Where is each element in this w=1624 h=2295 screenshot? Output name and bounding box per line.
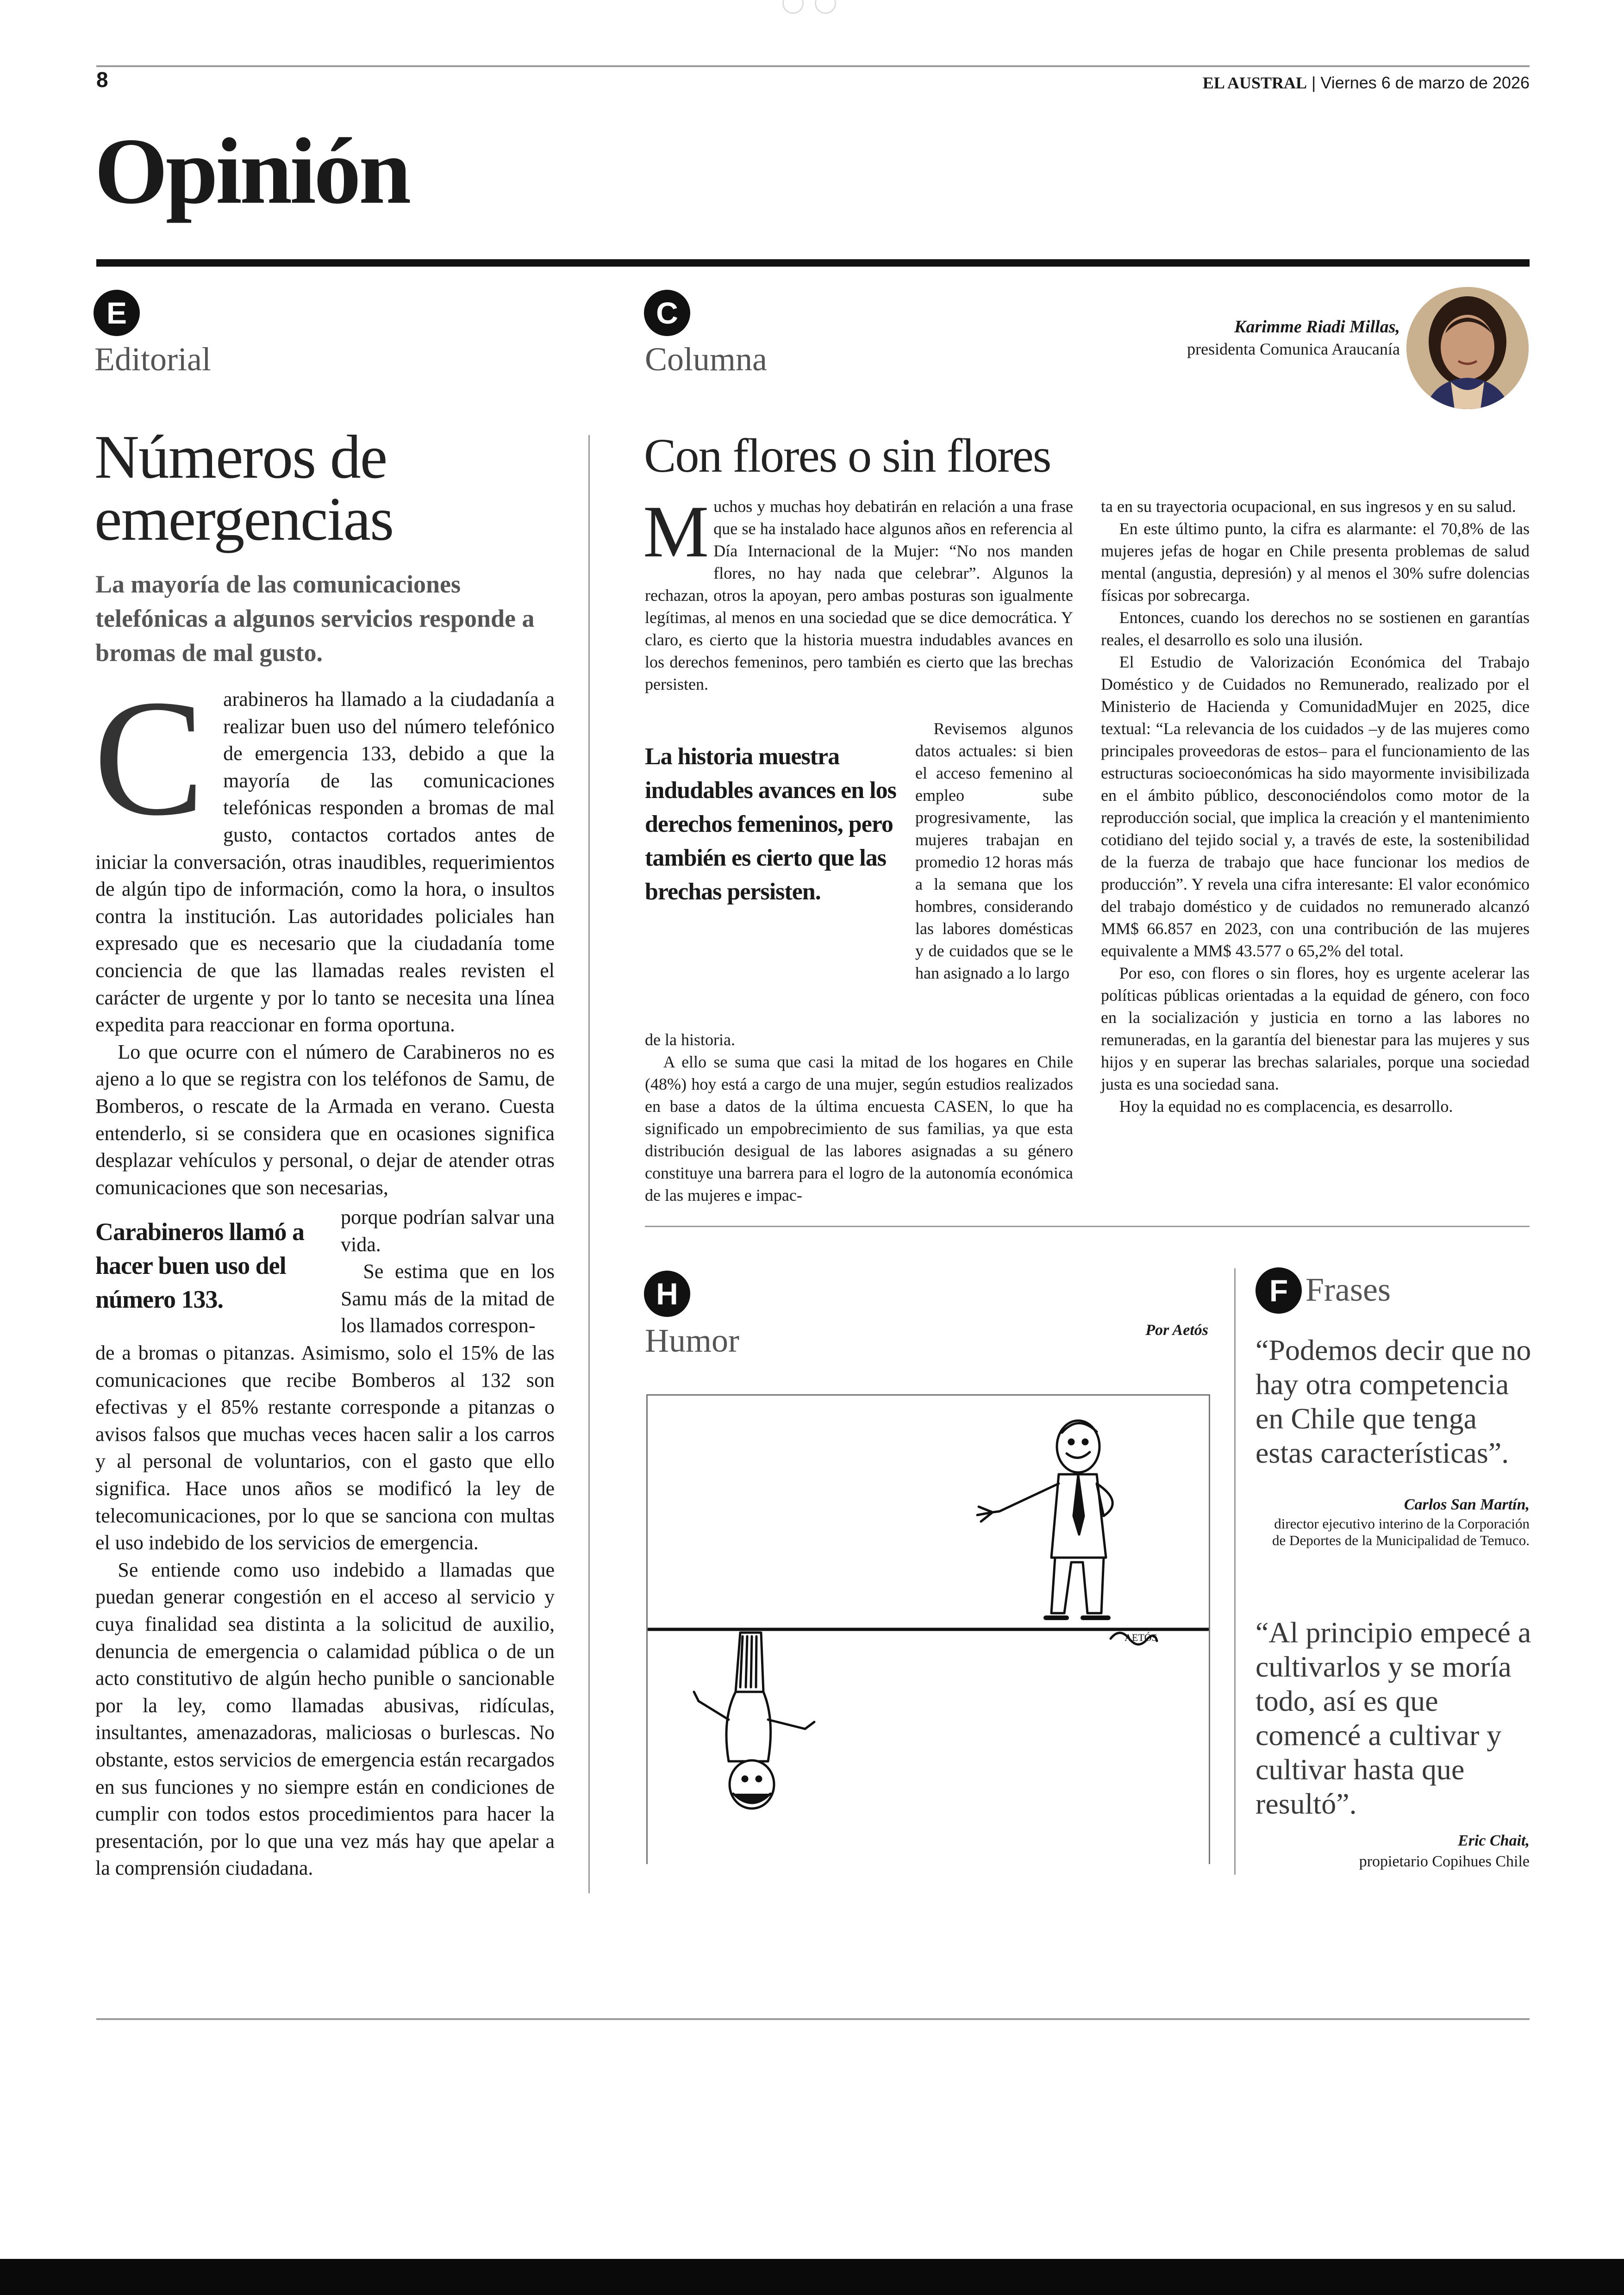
page-title: Opinión bbox=[94, 119, 409, 224]
page-nav-dots bbox=[782, 0, 838, 14]
author-avatar bbox=[1406, 287, 1529, 409]
column-paragraph-7: Por eso, con flores o sin flores, hoy es urgente acelerar las políticas públicas orientadas a la equidad de género, con foco en la socialización y justicia en torno a las labores no remuneradas, en la garantía del bienestar para las mujeres y sus hijos y en superar las brechas salariales, porque una sociedad justa es una sociedad sana. bbox=[1101, 964, 1530, 1093]
column-paragraph-6: El Estudio de Valorización Económica del Trabajo Doméstico y de Cuidados no Remunerado, realizado por el Ministerio de Hacienda y ComunidadMujer en 2025, dice textual: “La relevancia de los cuidados –y de las mujeres como principales proveedoras de estos– para el funcionamiento de las estructuras socioeconómicas ha sido mayormente invisibilizada en el ámbito público, desconociéndolos como motor de la reproducción social, que implica la creación y el mantenimiento cotidiano del tejido social y, a través de este, la sostenibilidad de la fuerza de trabajo que hace funcionar los medios de producción”. Y revela una cifra interesante: El valor económico del trabajo doméstico y de cuidados no remunerado alcanzó MM$ 66.857 en 2023, con una contribución de las mujeres equivalente a MM$ 43.577 o 65,2% del total. bbox=[1101, 653, 1530, 960]
quote-1-author-role: director ejecutivo interino de la Corporación de Deportes de la Municipalidad de Temuco. bbox=[1272, 1515, 1530, 1548]
footer-bar bbox=[0, 2259, 1624, 2295]
next-page-icon[interactable] bbox=[815, 0, 836, 14]
column-paragraph-2: Revisemos algunos datos actuales: si bien el acceso femenino al empleo sube progresivamente, las mujeres trabajan en promedio 12 horas más a la semana que los hombres, considerando las labores domésticas y de cuidados que se le han asignado a lo largo bbox=[915, 719, 1073, 982]
column-paragraph-4: En este último punto, la cifra es alarmante: el 70,8% de las mujeres jefas de hogar en Chile presenta problemas de salud mental (angustia, depresión) y al menos el 30% sufre dolencias físicas por sobrecarga. bbox=[1101, 519, 1530, 605]
column-paragraph-3: A ello se suma que casi la mitad de los hogares en Chile (48%) hoy está a cargo de una mujer, según estudios realizados en base a datos de la última encuesta CASEN, lo que ha significado un empobrecimiento de sus familias, ya que esta distribución desigual de las labores asignadas a su género constituye una barrera para el logro de la autonomía económica de las mujeres e impac- bbox=[645, 1053, 1073, 1204]
editorial-paragraph-2: Lo que ocurre con el número de Carabineros no es ajeno a lo que se registra con los teléfonos de Samu, de Bomberos, o rescate de la Armada en verano. Cuesta entenderlo, si se considera que en ocasiones significa desplazar vehículos y personal, o dejar de atender otras comunicaciones que son necesarias, bbox=[95, 1040, 555, 1199]
editorial-paragraph-2-cont: porque podrían salvar una vida. bbox=[341, 1206, 555, 1256]
column-bottom-rule bbox=[645, 1226, 1530, 1227]
quote-1-text: “Podemos decir que no hay otra competencia en Chile que tenga estas características”. bbox=[1255, 1334, 1531, 1469]
cartoon-credit: Por Aetós bbox=[1145, 1322, 1208, 1339]
quote-1-author bbox=[1268, 1494, 1530, 1549]
column-badge-icon: C bbox=[644, 290, 690, 336]
editorial-paragraph-3-rest: de a bromas o pitanzas. Asimismo, solo el 15% de las comunicaciones que recibe Bomberos al 132 son efectivas y el 85% restante corresponde a pitanzas o avisos falsos que muchas veces hacen salir a los carros y al personal de voluntarios, con el gasto que ello significa. Hace unos años se modificó la ley de telecomunicaciones, por lo que se sanciona con multas el uso indebido de los servicios de emergencia. bbox=[95, 1341, 555, 1554]
column-paragraph-5: Entonces, cuando los derechos no se sostienen en garantías reales, el desarrollo es solo una ilusión. bbox=[1101, 608, 1530, 649]
column-body-bottom bbox=[645, 1029, 1073, 1206]
column-paragraph-3-cont: ta en su trayectoria ocupacional, en sus ingresos y en su salud. bbox=[1101, 497, 1516, 516]
publication-date: Viernes 6 de marzo de 2026 bbox=[1320, 73, 1530, 92]
editorial-drop-cap: C bbox=[94, 665, 205, 850]
humor-section-label: Humor bbox=[645, 1322, 739, 1359]
frases-section-label: Frases bbox=[1305, 1271, 1391, 1308]
editorial-column-divider bbox=[588, 435, 590, 1893]
author-portrait-icon bbox=[1406, 287, 1529, 409]
column-author-byline bbox=[937, 316, 1400, 360]
column-drop-cap: M bbox=[643, 490, 709, 573]
column-headline: Con flores o sin flores bbox=[644, 429, 1051, 482]
prev-page-icon[interactable] bbox=[782, 0, 804, 14]
cartoon-illustration bbox=[648, 1396, 1209, 1864]
column-author-name: Karimme Riadi Millas, bbox=[1234, 317, 1400, 337]
quote-2-text: “Al principio empecé a cultivarlos y se moría todo, así es que comencé a cultivar y cultivar hasta que resultó”. bbox=[1255, 1616, 1531, 1820]
header-dateline bbox=[1203, 73, 1530, 93]
cartoon-signature: AETÓS bbox=[1124, 1632, 1157, 1643]
column-body-narrow bbox=[915, 717, 1073, 984]
humor-column-divider bbox=[1234, 1268, 1236, 1875]
editorial-pull-quote: Carabineros llamó a hacer buen uso del número 133. bbox=[95, 1218, 304, 1313]
column-body-right bbox=[1101, 495, 1530, 1117]
editorial-paragraph-3-start: Se estima que en los Samu más de la mitad de los llamados correspon- bbox=[341, 1260, 555, 1337]
column-author-title: presidenta Comunica Araucanía bbox=[1187, 340, 1400, 358]
quote-2-author-name: Eric Chait, bbox=[1458, 1832, 1530, 1849]
publication-name: EL AUSTRAL bbox=[1202, 74, 1307, 92]
column-pull-quote: La historia muestra indudables avances en los derechos femeninos, pero también es cierto que las brechas persisten. bbox=[645, 743, 896, 905]
editorial-badge-icon: E bbox=[94, 290, 140, 336]
editorial-body-top bbox=[94, 665, 555, 1201]
dateline-separator: | bbox=[1307, 73, 1321, 92]
editorial-headline: Números de emergencias bbox=[94, 423, 394, 553]
top-rule bbox=[96, 65, 1530, 67]
editorial-paragraph-1: arabineros ha llamado a la ciudadanía a realizar buen uso del número telefónico de emergencia 133, debido a que la mayoría de las comunicaciones telefónicas responden a bromas de mal gusto, contactos cortados antes de iniciar la conversación, otras inaudibles, requerimientos de algún tipo de información, como la hora, o insultos contra la institución. Las autoridades policiales han expresado que es necesario que la ciudadanía tome conciencia de que las llamadas reales revisten el carácter de urgente y por lo tanto se necesita una línea expedita para reaccionar en forma oportuna. bbox=[95, 688, 555, 1036]
bottom-rule bbox=[96, 2018, 1530, 2020]
editorial-paragraph-4: Se entiende como uso indebido a llamadas que puedan generar congestión en el acceso al servicio y cuya finalidad sea distinta a la solicitud de auxilio, denuncia de emergencia o calamidad pública o de un acto constitutivo de algún hecho punible o sancionable por la ley, como llamadas abusivas, ridículas, insultantes, amenazadoras, maliciosas o burlescas. No obstante, estos servicios de emergencia están recargados en sus funciones y no siempre están en condiciones de cumplir con todos estos procedimientos para hacer la presentación, por lo que una vez más hay que apelar a la comprensión ciudadana. bbox=[95, 1558, 555, 1880]
column-paragraph-2-end: de la historia. bbox=[645, 1030, 735, 1049]
title-thick-rule bbox=[96, 259, 1530, 267]
quote-2-author-role: propietario Copihues Chile bbox=[1359, 1853, 1530, 1870]
column-paragraph-8: Hoy la equidad no es complacencia, es desarrollo. bbox=[1119, 1097, 1453, 1116]
column-body-top bbox=[643, 490, 1073, 695]
quote-2-author bbox=[1268, 1830, 1530, 1872]
quote-1-author-name: Carlos San Martín, bbox=[1404, 1496, 1530, 1513]
column-section-label: Columna bbox=[645, 341, 767, 378]
frases-badge-icon: F bbox=[1255, 1267, 1302, 1314]
column-paragraph-1: uchos y muchas hoy debatirán en relación a una frase que se ha instalado hace algunos años en referencia al Día Internacional de la Mujer: “No nos manden flores, no hay nada que celebrar”. Algunos la rechazan, otros la apoyan, pero ambas posturas son igualmente legítimas, al menos en una sociedad que se dice democrática. Y claro, es cierto que la historia muestra indudables avances en los derechos femeninos, pero también es cierto que las brechas persisten. bbox=[645, 497, 1073, 693]
page-number: 8 bbox=[96, 68, 108, 92]
editorial-body-bottom bbox=[95, 1340, 555, 1882]
editorial-deck: La mayoría de las comunicaciones telefónicas a algunos servicios responde a bromas de mal gusto. bbox=[95, 570, 535, 667]
humor-badge-icon: H bbox=[644, 1271, 690, 1317]
cartoon-frame bbox=[646, 1394, 1210, 1864]
editorial-body-narrow bbox=[341, 1204, 555, 1340]
editorial-section-label: Editorial bbox=[94, 341, 211, 378]
